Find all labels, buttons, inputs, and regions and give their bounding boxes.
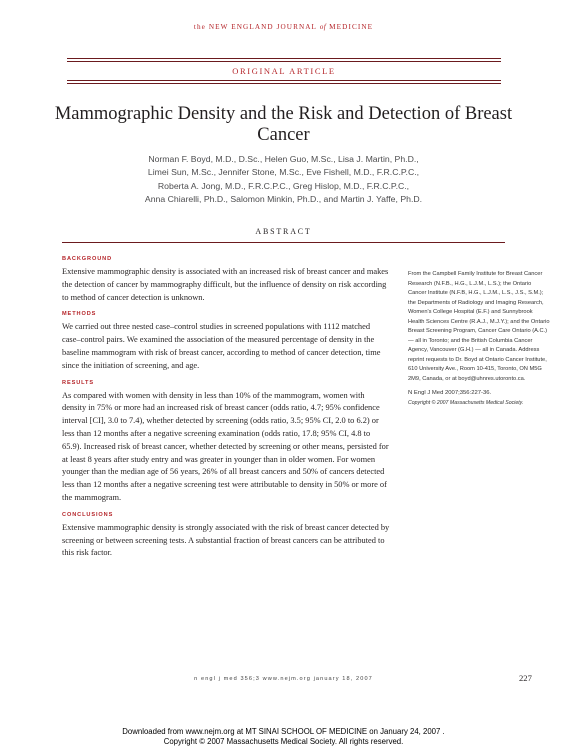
- journal-name-of: of: [319, 23, 327, 31]
- abstract-section-methods: [62, 310, 390, 372]
- section-text: We carried out three nested case–control studies in screened populations with 1112 matched case–control pairs. We examined the association of the measured percentage of density in the baseline mammogram with risk of breast cancer, according to method of cancer detection, time since the initiation of screening, and age.: [62, 322, 381, 370]
- author-line: Roberta A. Jong, M.D., F.R.C.P.C., Greg Hislop, M.D., F.R.C.P.C.,: [157, 180, 410, 191]
- affiliations-sidebar: [408, 270, 550, 408]
- download-note: [0, 727, 567, 746]
- citation: N Engl J Med 2007;356:227-36.: [408, 390, 492, 396]
- author-line: Anna Chiarelli, Ph.D., Salomon Minkin, Ph.D., and Martin J. Yaffe, Ph.D.: [144, 193, 423, 204]
- author-line: Limei Sun, M.Sc., Jennifer Stone, M.Sc., Eve Fishell, M.D., F.R.C.P.C.,: [147, 167, 420, 178]
- section-text: Extensive mammographic density is associated with an increased risk of breast cancer and makes the detection of cancer by mammography difficult, but the influence of density on risk according to method of cancer detection is unknown.: [62, 267, 389, 302]
- article-title: Mammographic Density and the Risk and Detection of Breast Cancer: [54, 104, 513, 145]
- section-heading: METHODS: [62, 311, 97, 318]
- affiliations-text: From the Campbell Family Institute for Breast Cancer Research (N.F.B., H.G., L.J.M., L.S.); the Ontario Cancer Institute (N.F.B, H.G., L.J.M., L.S., J.S., S.M.); the Departments of Radiology and Imaging Research, Women's College Hospital (E.F.) and Sunnybrook Health Sciences Centre (R.A.J., M.J.Y.); and the Ontario Breast Screening Program, Cancer Care Ontario (A.C.) — all in Toronto; and the British Columbia Cancer Agency, Vancouver (G.H.) — all in Canada. Address reprint requests to Dr. Boyd at Ontario Cancer Institute, 610 University Ave., Room 10-415, Toronto, ON M5G 2M9, Canada, or at boyd@uhnres.utoronto.ca.: [408, 271, 550, 382]
- journal-name-suffix: MEDICINE: [326, 23, 374, 31]
- page-number: 227: [519, 673, 532, 683]
- abstract-heading: ABSTRACT: [62, 227, 505, 243]
- section-heading: CONCLUSIONS: [62, 511, 114, 518]
- section-label: ORIGINAL ARTICLE: [67, 61, 501, 81]
- section-text: As compared with women with density in less than 10% of the mammogram, women with density in 75% or more had an increased risk of breast cancer (odds ratio, 4.7; 95% confidence interval [CI], 3.0 to 7.4), whether detected by screening (odds ratio, 3.5; 95% CI, 2.0 to 6.2) or less than 12 months after a negative screening examination (odds ratio, 17.8; 95% CI, 4.8 to 65.9). Increased risk of breast cancer, whether detected by screening or other means, persisted for at least 8 years after study entry and was greater in younger than in older women. For women younger than the median age of 56 years, 26% of all breast cancers and 50% of cancers detected less than 12 months after a negative screening test were attributable to density in 50% or more of the mammogram.: [62, 390, 389, 502]
- section-label-box: [67, 58, 501, 84]
- abstract-body: [62, 255, 390, 566]
- journal-name-prefix: the NEW ENGLAND JOURNAL: [193, 23, 320, 31]
- copyright-notice: Copyright © 2007 Massachusetts Medical Society.: [408, 399, 524, 406]
- section-heading: BACKGROUND: [62, 256, 113, 262]
- abstract-section-conclusions: [62, 511, 390, 560]
- author-list: [55, 153, 512, 206]
- section-text: Extensive mammographic density is strongly associated with the risk of breast cancer detected by screening or between screening tests. A substantial fraction of breast cancers can be attributed to this risk factor.: [62, 522, 390, 558]
- abstract-section-background: [62, 255, 390, 304]
- journal-header: [0, 23, 567, 31]
- download-line: Downloaded from www.nejm.org at MT SINAI SCHOOL OF MEDICINE on January 24, 2007 .: [122, 727, 445, 736]
- copyright-line: Copyright © 2007 Massachusetts Medical Society. All rights reserved.: [163, 736, 404, 746]
- abstract-section-results: [62, 379, 390, 505]
- section-heading: RESULTS: [62, 379, 94, 386]
- running-footer: n engl j med 356;3 www.nejm.org january 18, 2007: [194, 676, 373, 682]
- author-line: Norman F. Boyd, M.D., D.Sc., Helen Guo, M.Sc., Lisa J. Martin, Ph.D.,: [148, 154, 419, 164]
